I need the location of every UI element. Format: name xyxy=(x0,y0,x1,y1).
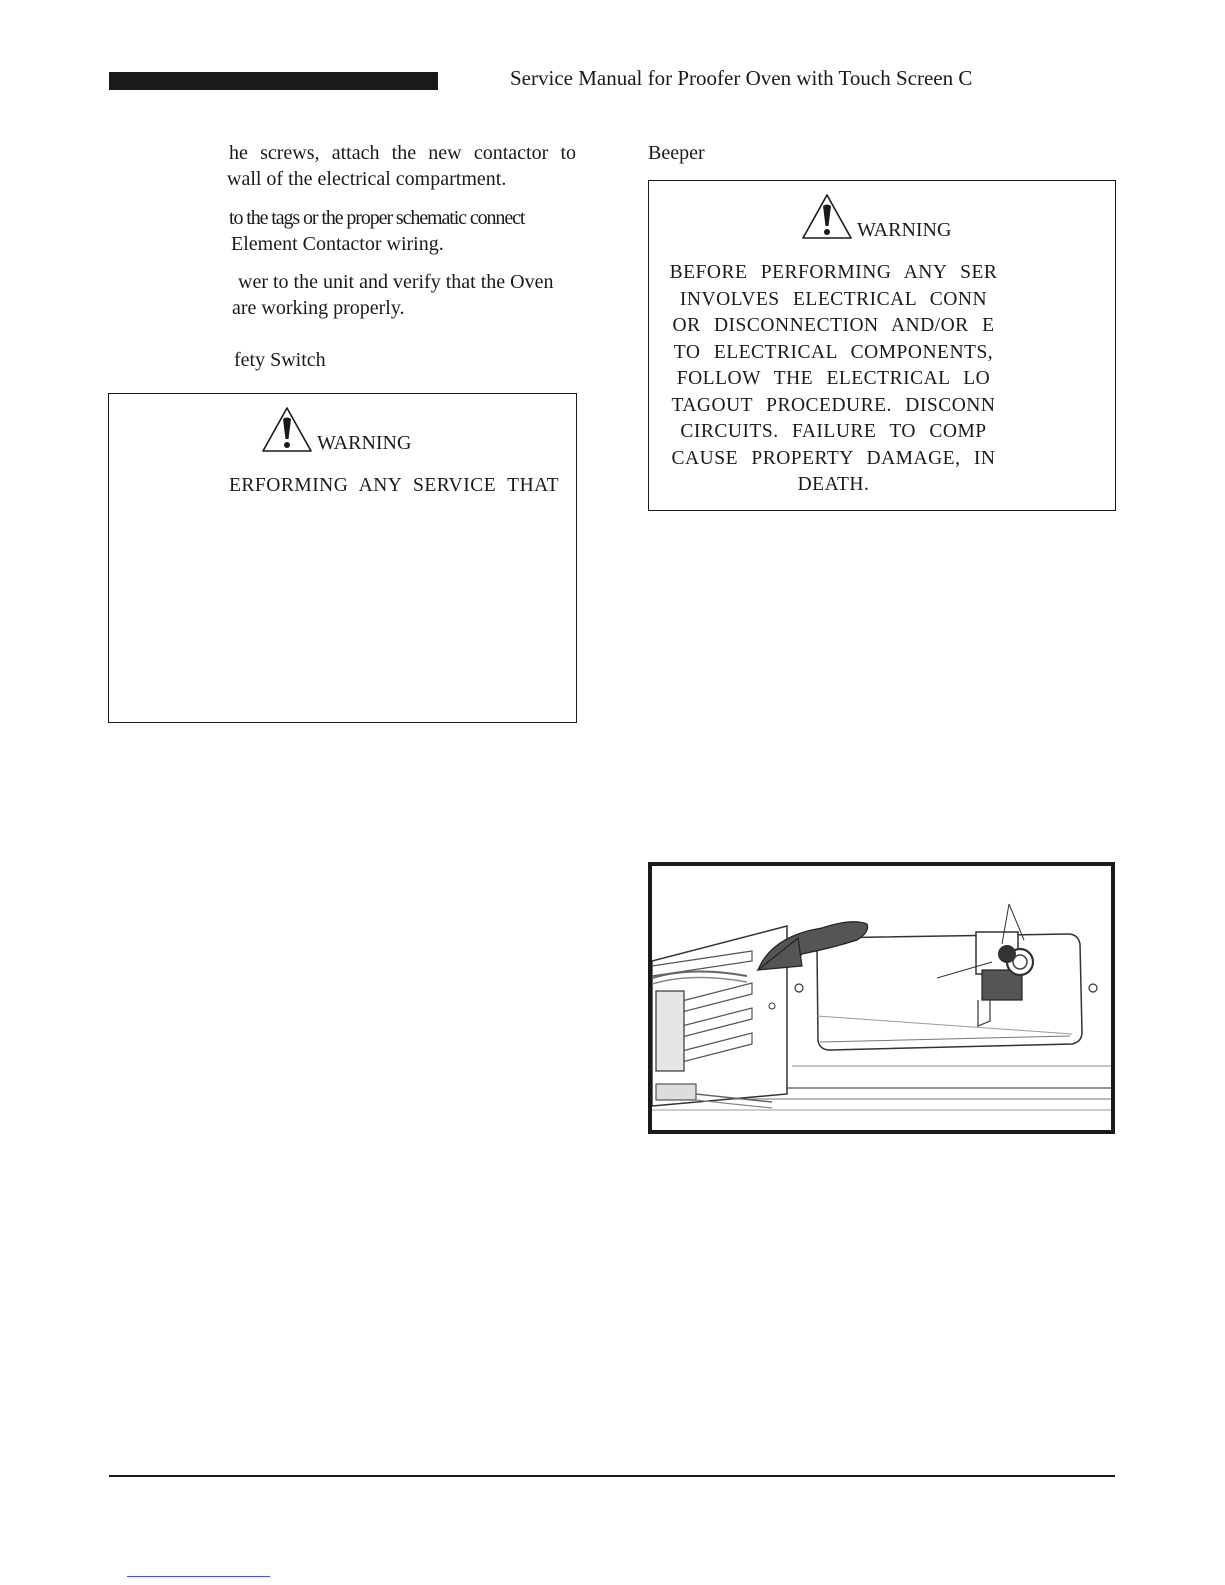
warning-line: TAGOUT PROCEDURE. DISCONN xyxy=(671,394,996,416)
beeper-figure xyxy=(648,862,1115,1134)
warning-triangle-icon xyxy=(801,193,853,241)
warning-line: CIRCUITS. FAILURE TO COMP xyxy=(680,421,987,442)
warning-line: BEFORE PERFORMING ANY SER xyxy=(669,262,998,283)
step-line-6: are working properly. xyxy=(232,297,405,319)
warning-box-right xyxy=(648,180,1116,511)
warning-triangle-icon xyxy=(261,406,313,454)
warning-header-left xyxy=(261,406,411,454)
warning-line: CAUSE PROPERTY DAMAGE, IN xyxy=(671,447,996,469)
link-underline[interactable] xyxy=(127,1576,270,1577)
warning-header-right xyxy=(801,193,951,241)
warning-text-right xyxy=(661,260,1006,499)
warning-line: TO ELECTRICAL COMPONENTS, xyxy=(673,341,994,363)
warning-line: OR DISCONNECTION AND/OR E xyxy=(672,315,995,336)
beeper-location-illustration-icon xyxy=(652,866,1111,1130)
warning-line: FOLLOW THE ELECTRICAL LO xyxy=(676,368,991,389)
warning-line: INVOLVES ELECTRICAL CONN xyxy=(679,288,988,310)
warning-box-left xyxy=(108,393,577,723)
warning-line: DEATH. xyxy=(797,474,870,495)
warning-label-right: WARNING xyxy=(857,219,952,241)
header-title: Service Manual for Proofer Oven with Touch Screen C xyxy=(510,66,973,90)
section-heading-safety-switch: fety Switch xyxy=(234,349,326,371)
warning-label-left: WARNING xyxy=(317,432,412,454)
step-line-1: he screws, attach the new contactor to xyxy=(229,142,576,164)
step-line-5: wer to the unit and verify that the Oven xyxy=(238,271,554,293)
warning-line: ERFORMING ANY SERVICE THAT xyxy=(229,475,559,496)
warning-text-left xyxy=(229,473,559,500)
step-line-4: Element Contactor wiring. xyxy=(231,233,444,255)
header-bar xyxy=(109,72,438,90)
section-heading-beeper: Beeper xyxy=(648,142,705,164)
step-line-2: wall of the electrical compartment. xyxy=(227,168,507,190)
footer-rule xyxy=(109,1475,1115,1477)
step-line-3: to the tags or the proper schematic connect xyxy=(229,207,525,229)
